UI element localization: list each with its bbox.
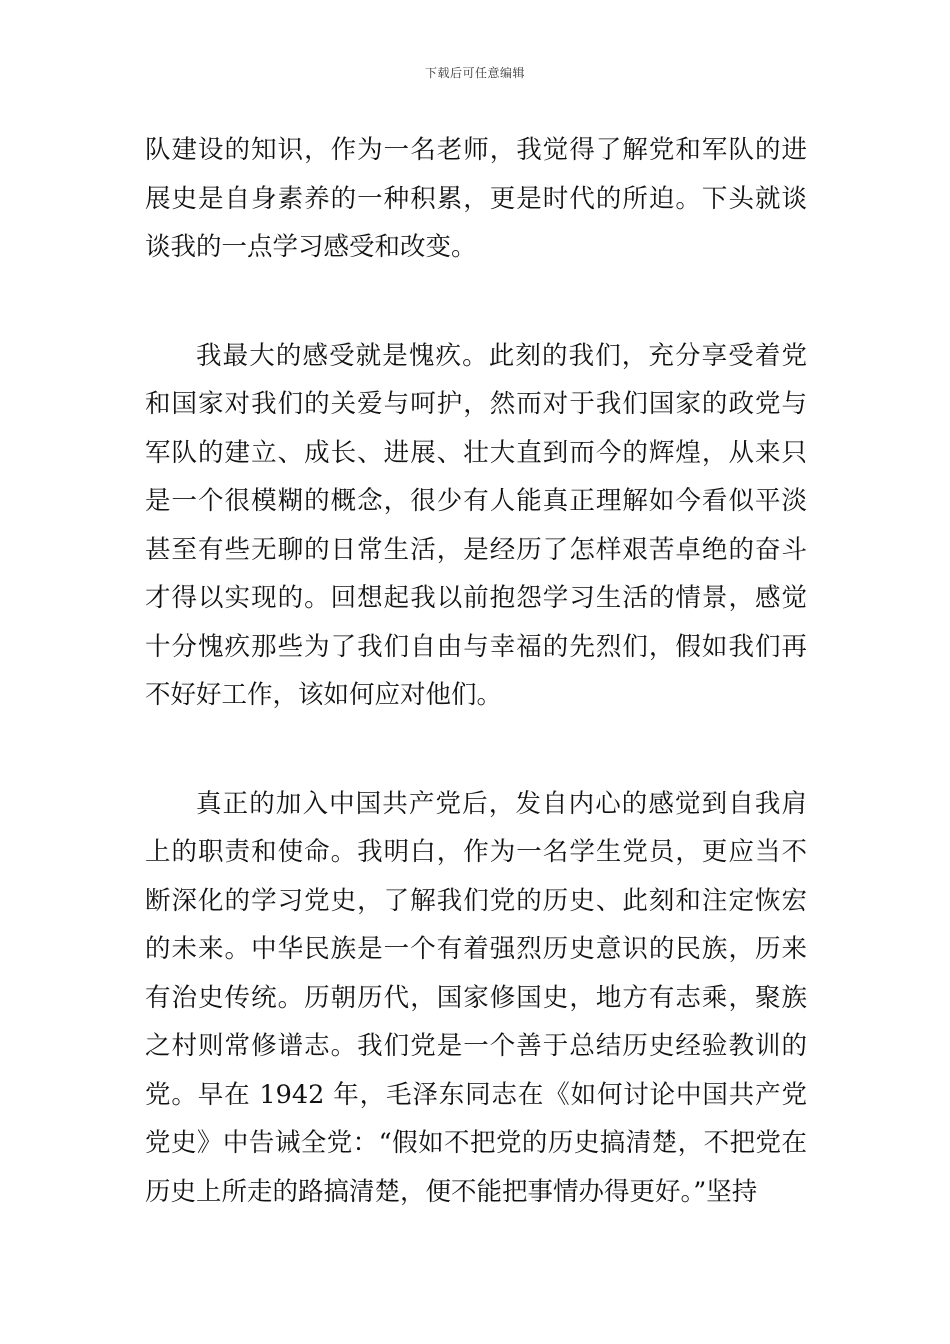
document-body [145, 126, 807, 1216]
paragraph-1: 队建设的知识，作为一名老师，我觉得了解党和军队的进展史是自身素养的一种积累，更是时代的所迫。下头就谈谈我的一点学习感受和改变。 [145, 135, 807, 262]
paragraph-spacer [145, 272, 807, 332]
paragraph-2: 我最大的感受就是愧疚。此刻的我们，充分享受着党和国家对我们的关爱与呵护，然而对于我们国家的政党与军队的建立、成长、进展、壮大直到而今的辉煌，从来只是一个很模糊的概念，很少有人能真正理解如今看似平淡甚至有些无聊的日常生活，是经历了怎样艰苦卓绝的奋斗才得以实现的。回想起我以前抱怨学习生活的情景，感觉十分愧疚那些为了我们自由与幸福的先烈们，假如我们再不好好工作，该如何应对他们。 [145, 340, 807, 710]
header-note: 下载后可任意编辑 [424, 66, 525, 80]
paragraph-spacer [145, 720, 807, 780]
paragraph-3: 真正的加入中国共产党后，发自内心的感觉到自我肩上的职责和使命。我明白，作为一名学生党员，更应当不断深化的学习党史，了解我们党的历史、此刻和注定恢宏的未来。中华民族是一个有着强烈历史意识的民族，历来有治史传统。历朝历代，国家修国史，地方有志乘，聚族之村则常修谱志。我们党是一个善于总结历史经验教训的党。早在 1942 年，毛泽东同志在《如何讨论中国共产党党史》中告诫全党：“假如不把党的历史搞清楚，不把党在历史上所走的路搞清楚，便不能把事情办得更好。”坚持 [145, 788, 807, 1207]
